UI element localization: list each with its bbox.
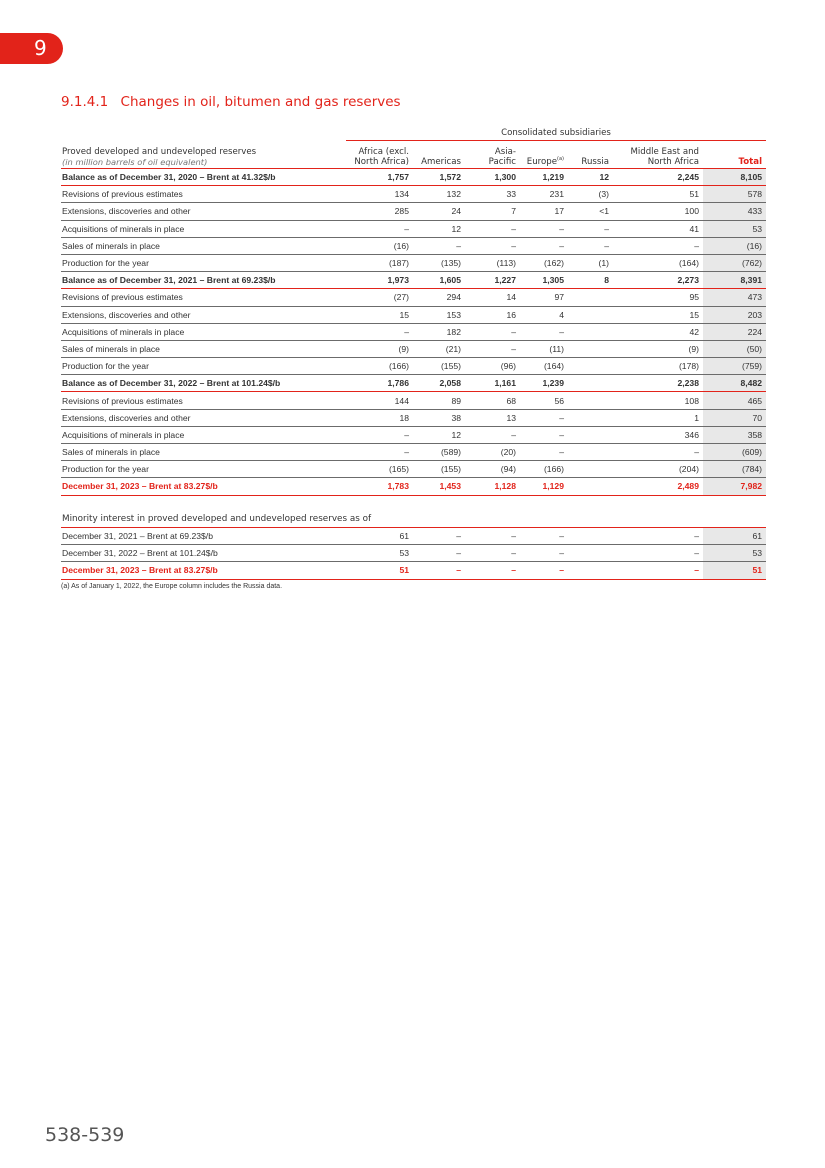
value-cell [568,392,613,409]
total-cell: 473 [703,289,766,306]
value-cell: – [413,528,465,545]
chapter-badge: 9 [0,33,63,64]
value-cell [568,358,613,375]
col-header-russia: Russia [568,141,613,169]
total-cell: 70 [703,409,766,426]
total-cell: (609) [703,444,766,461]
reserves-table-body [61,169,766,496]
value-cell: (135) [413,254,465,271]
row-label: Extensions, discoveries and other [61,306,346,323]
value-cell: 56 [520,392,568,409]
total-cell: 433 [703,203,766,220]
value-cell: 12 [413,426,465,443]
table-row [61,426,766,443]
table-row [61,461,766,478]
row-label: Balance as of December 31, 2020 – Brent at 41.32$/b [61,169,346,186]
section-title [61,94,401,110]
value-cell: – [613,545,703,562]
table-row [61,203,766,220]
value-cell: – [346,444,413,461]
value-cell: – [413,545,465,562]
section-number: 9.1.4.1 [61,94,109,110]
value-cell: – [465,323,520,340]
value-cell [568,545,613,562]
value-cell: 231 [520,186,568,203]
table-row [61,306,766,323]
value-cell: <1 [568,203,613,220]
value-cell: 1,783 [346,478,413,495]
total-cell: 578 [703,186,766,203]
value-cell: 294 [413,289,465,306]
table-row [61,289,766,306]
total-cell: 51 [703,562,766,579]
row-label: Revisions of previous estimates [61,186,346,203]
col-header-asia-pacific: Asia-Pacific [465,141,520,169]
table-row [61,254,766,271]
value-cell [568,528,613,545]
label-unit: (in million barrels of oil equivalent) [62,157,208,167]
value-cell: 12 [413,220,465,237]
value-cell: 285 [346,203,413,220]
value-cell: (166) [520,461,568,478]
value-cell: 182 [413,323,465,340]
reserves-table [61,125,766,496]
table-row [61,545,766,562]
row-label: Acquisitions of minerals in place [61,426,346,443]
value-cell: (164) [520,358,568,375]
value-cell: 24 [413,203,465,220]
value-cell: (178) [613,358,703,375]
table-row [61,237,766,254]
group-header: Consolidated subsidiaries [346,125,766,141]
value-cell: 1 [613,409,703,426]
value-cell: 1,128 [465,478,520,495]
value-cell [568,426,613,443]
label-header [61,141,346,169]
total-cell: 8,391 [703,272,766,289]
value-cell: – [520,220,568,237]
value-cell [568,323,613,340]
value-cell: 12 [568,169,613,186]
row-label: Balance as of December 31, 2021 – Brent at 69.23$/b [61,272,346,289]
total-cell: 203 [703,306,766,323]
value-cell: – [465,562,520,579]
value-cell: 100 [613,203,703,220]
final-row [61,562,766,579]
value-cell: (166) [346,358,413,375]
value-cell: 346 [613,426,703,443]
value-cell: 2,489 [613,478,703,495]
row-label: December 31, 2022 – Brent at 101.24$/b [61,545,346,562]
value-cell: (94) [465,461,520,478]
total-cell: 61 [703,528,766,545]
balance-row [61,272,766,289]
minority-table-body [61,510,766,579]
row-label: December 31, 2023 – Brent at 83.27$/b [61,562,346,579]
col-header-total: Total [703,141,766,169]
value-cell: 42 [613,323,703,340]
total-cell: 8,105 [703,169,766,186]
value-cell: – [568,237,613,254]
final-row [61,478,766,495]
value-cell: – [520,528,568,545]
value-cell: 18 [346,409,413,426]
minority-table [61,510,766,580]
value-cell: – [346,426,413,443]
footnote: (a) As of January 1, 2022, the Europe column includes the Russia data. [61,583,283,590]
total-cell: 224 [703,323,766,340]
group-header-row [61,125,766,141]
row-label: Extensions, discoveries and other [61,203,346,220]
value-cell: 7 [465,203,520,220]
value-cell: 108 [613,392,703,409]
total-cell: 7,982 [703,478,766,495]
value-cell: 1,305 [520,272,568,289]
value-cell: (11) [520,340,568,357]
value-cell: – [613,562,703,579]
row-label: Production for the year [61,254,346,271]
value-cell: 1,973 [346,272,413,289]
value-cell [568,478,613,495]
europe-note-marker: (a) [557,156,564,163]
value-cell: 2,238 [613,375,703,392]
row-label: Sales of minerals in place [61,444,346,461]
row-label: Production for the year [61,461,346,478]
value-cell: (187) [346,254,413,271]
value-cell: 4 [520,306,568,323]
balance-row [61,375,766,392]
value-cell [568,289,613,306]
value-cell: – [613,237,703,254]
row-label: Extensions, discoveries and other [61,409,346,426]
value-cell: 68 [465,392,520,409]
value-cell: 15 [346,306,413,323]
row-label: December 31, 2023 – Brent at 83.27$/b [61,478,346,495]
col-header-americas: Americas [413,141,465,169]
total-cell: 358 [703,426,766,443]
value-cell: – [346,323,413,340]
row-label: Revisions of previous estimates [61,289,346,306]
table-row [61,358,766,375]
value-cell: – [465,340,520,357]
value-cell: (162) [520,254,568,271]
value-cell: 53 [346,545,413,562]
value-cell: (164) [613,254,703,271]
row-label: Acquisitions of minerals in place [61,323,346,340]
value-cell: 1,227 [465,272,520,289]
value-cell: (16) [346,237,413,254]
value-cell: – [465,237,520,254]
value-cell: (20) [465,444,520,461]
value-cell: – [520,323,568,340]
value-cell: 14 [465,289,520,306]
value-cell: – [465,545,520,562]
value-cell: – [520,545,568,562]
value-cell: 144 [346,392,413,409]
table-row [61,392,766,409]
value-cell [568,306,613,323]
value-cell: – [520,444,568,461]
row-label: Sales of minerals in place [61,237,346,254]
page-number: 538-539 [45,1124,125,1146]
value-cell: – [520,409,568,426]
value-cell: 1,239 [520,375,568,392]
col-header-europe [520,141,568,169]
value-cell: – [346,220,413,237]
value-cell: 17 [520,203,568,220]
value-cell: 97 [520,289,568,306]
value-cell: 38 [413,409,465,426]
value-cell: 2,273 [613,272,703,289]
row-label: Revisions of previous estimates [61,392,346,409]
value-cell: (96) [465,358,520,375]
value-cell: 1,129 [520,478,568,495]
value-cell: – [465,220,520,237]
value-cell: (204) [613,461,703,478]
col-header-africa: Africa (excl. North Africa) [346,141,413,169]
col-header-europe-text: Europe [526,157,558,167]
value-cell: – [465,426,520,443]
total-cell: (50) [703,340,766,357]
row-label: Production for the year [61,358,346,375]
table-row [61,340,766,357]
minority-title-row [61,510,766,528]
value-cell: 51 [346,562,413,579]
balance-row [61,169,766,186]
value-cell: 1,605 [413,272,465,289]
value-cell: 61 [346,528,413,545]
value-cell: 2,245 [613,169,703,186]
col-header-mena: Middle East and North Africa [613,141,703,169]
value-cell: (165) [346,461,413,478]
value-cell [568,444,613,461]
row-label: Balance as of December 31, 2022 – Brent at 101.24$/b [61,375,346,392]
value-cell [568,409,613,426]
value-cell: – [520,426,568,443]
value-cell: (3) [568,186,613,203]
value-cell: – [613,444,703,461]
value-cell: (21) [413,340,465,357]
value-cell: – [465,528,520,545]
value-cell: – [413,562,465,579]
value-cell: 33 [465,186,520,203]
value-cell: 1,453 [413,478,465,495]
value-cell: 8 [568,272,613,289]
value-cell: 16 [465,306,520,323]
total-cell: (762) [703,254,766,271]
value-cell [568,461,613,478]
total-cell: 465 [703,392,766,409]
value-cell: 41 [613,220,703,237]
table-row [61,444,766,461]
total-cell: 53 [703,545,766,562]
value-cell: (27) [346,289,413,306]
value-cell: (155) [413,358,465,375]
table-row [61,528,766,545]
value-cell: – [568,220,613,237]
value-cell [568,562,613,579]
total-cell: (16) [703,237,766,254]
value-cell: 1,757 [346,169,413,186]
row-label: December 31, 2021 – Brent at 69.23$/b [61,528,346,545]
value-cell: 1,786 [346,375,413,392]
label-title: Proved developed and undeveloped reserves [62,147,257,157]
total-cell: 8,482 [703,375,766,392]
value-cell: 13 [465,409,520,426]
value-cell: (9) [613,340,703,357]
value-cell [568,340,613,357]
minority-title: Minority interest in proved developed and undeveloped reserves as of [61,510,766,528]
value-cell: (113) [465,254,520,271]
value-cell: 1,219 [520,169,568,186]
value-cell: 132 [413,186,465,203]
value-cell: 89 [413,392,465,409]
value-cell: (589) [413,444,465,461]
value-cell: (1) [568,254,613,271]
table-row [61,409,766,426]
value-cell: 134 [346,186,413,203]
value-cell: (155) [413,461,465,478]
value-cell: 1,300 [465,169,520,186]
table-row [61,220,766,237]
value-cell: – [413,237,465,254]
row-label: Sales of minerals in place [61,340,346,357]
value-cell: – [520,562,568,579]
value-cell: 15 [613,306,703,323]
table-row [61,323,766,340]
value-cell [568,375,613,392]
section-title-text: Changes in oil, bitumen and gas reserves [120,94,401,110]
total-cell: 53 [703,220,766,237]
total-cell: (784) [703,461,766,478]
value-cell: (9) [346,340,413,357]
total-cell: (759) [703,358,766,375]
value-cell: – [520,237,568,254]
value-cell: 153 [413,306,465,323]
value-cell: – [613,528,703,545]
value-cell: 2,058 [413,375,465,392]
row-label: Acquisitions of minerals in place [61,220,346,237]
value-cell: 95 [613,289,703,306]
table-row [61,186,766,203]
value-cell: 51 [613,186,703,203]
value-cell: 1,572 [413,169,465,186]
column-header-row [61,141,766,169]
value-cell: 1,161 [465,375,520,392]
